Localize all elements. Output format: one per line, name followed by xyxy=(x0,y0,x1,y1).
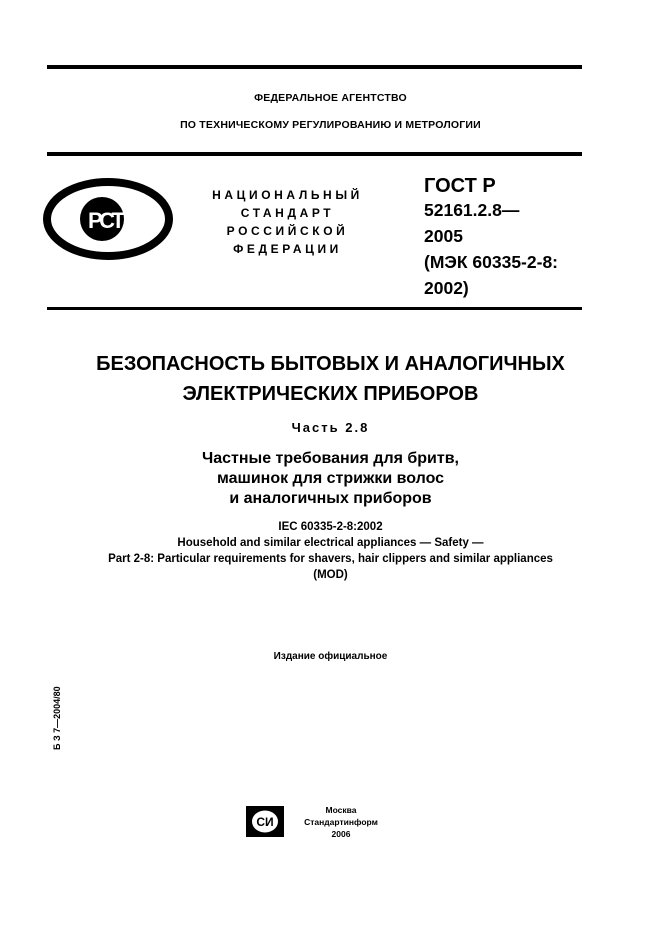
rst-logo-icon xyxy=(43,178,173,260)
gost-designation-line-4: (МЭК 60335-2-8: xyxy=(424,252,559,272)
gost-designation-line-5: 2002) xyxy=(424,278,469,298)
publisher-city: Москва xyxy=(325,805,357,815)
publication-year: 2006 xyxy=(331,829,351,839)
gost-designation-line-1: ГОСТ Р xyxy=(424,175,496,197)
agency-line-1: ФЕДЕРАЛЬНОЕ АГЕНТСТВО xyxy=(254,92,407,104)
document-title-line-2: ЭЛЕКТРИЧЕСКИХ ПРИБОРОВ xyxy=(182,383,479,405)
document-title-line-1: БЕЗОПАСНОСТЬ БЫТОВЫХ И АНАЛОГИЧНЫХ xyxy=(96,353,565,375)
document-subtitle-line-1: Частные требования для бритв, xyxy=(201,450,459,467)
standartinform-logo-text: СИ xyxy=(256,815,274,829)
publisher-name: Стандартинформ xyxy=(304,817,378,827)
national-standard-line-1: НАЦИОНАЛЬНЫЙ xyxy=(212,188,363,202)
document-subtitle-line-3: и аналогичных приборов xyxy=(229,490,432,507)
iec-modification: (MOD) xyxy=(313,569,348,581)
iec-reference: IEC 60335-2-8:2002 xyxy=(278,521,383,533)
side-note: Б З 7—2004/80 xyxy=(52,686,62,750)
standartinform-logo-icon xyxy=(245,805,285,838)
agency-line-2: ПО ТЕХНИЧЕСКОМУ РЕГУЛИРОВАНИЮ И МЕТРОЛОГИИ xyxy=(180,119,481,131)
header-rule xyxy=(47,152,582,156)
designation-rule xyxy=(47,307,582,310)
iec-title-en-line-1: Household and similar electrical appliances — Safety — xyxy=(177,537,484,549)
top-rule xyxy=(47,65,582,69)
national-standard-line-4: ФЕДЕРАЦИИ xyxy=(233,242,342,256)
iec-title-en-line-2: Part 2-8: Particular requirements for shavers, hair clippers and similar appliances xyxy=(108,553,553,565)
gost-designation-line-2: 52161.2.8— xyxy=(424,200,520,220)
edition-note: Издание официальное xyxy=(273,651,388,662)
gost-designation-line-3: 2005 xyxy=(424,226,463,246)
document-part: Часть 2.8 xyxy=(291,420,370,435)
document-subtitle-line-2: машинок для стрижки волос xyxy=(216,470,445,487)
rst-logo-text: РСТ xyxy=(88,208,122,233)
national-standard-line-2: СТАНДАРТ xyxy=(240,206,335,220)
national-standard-line-3: РОССИЙСКОЙ xyxy=(226,224,349,238)
